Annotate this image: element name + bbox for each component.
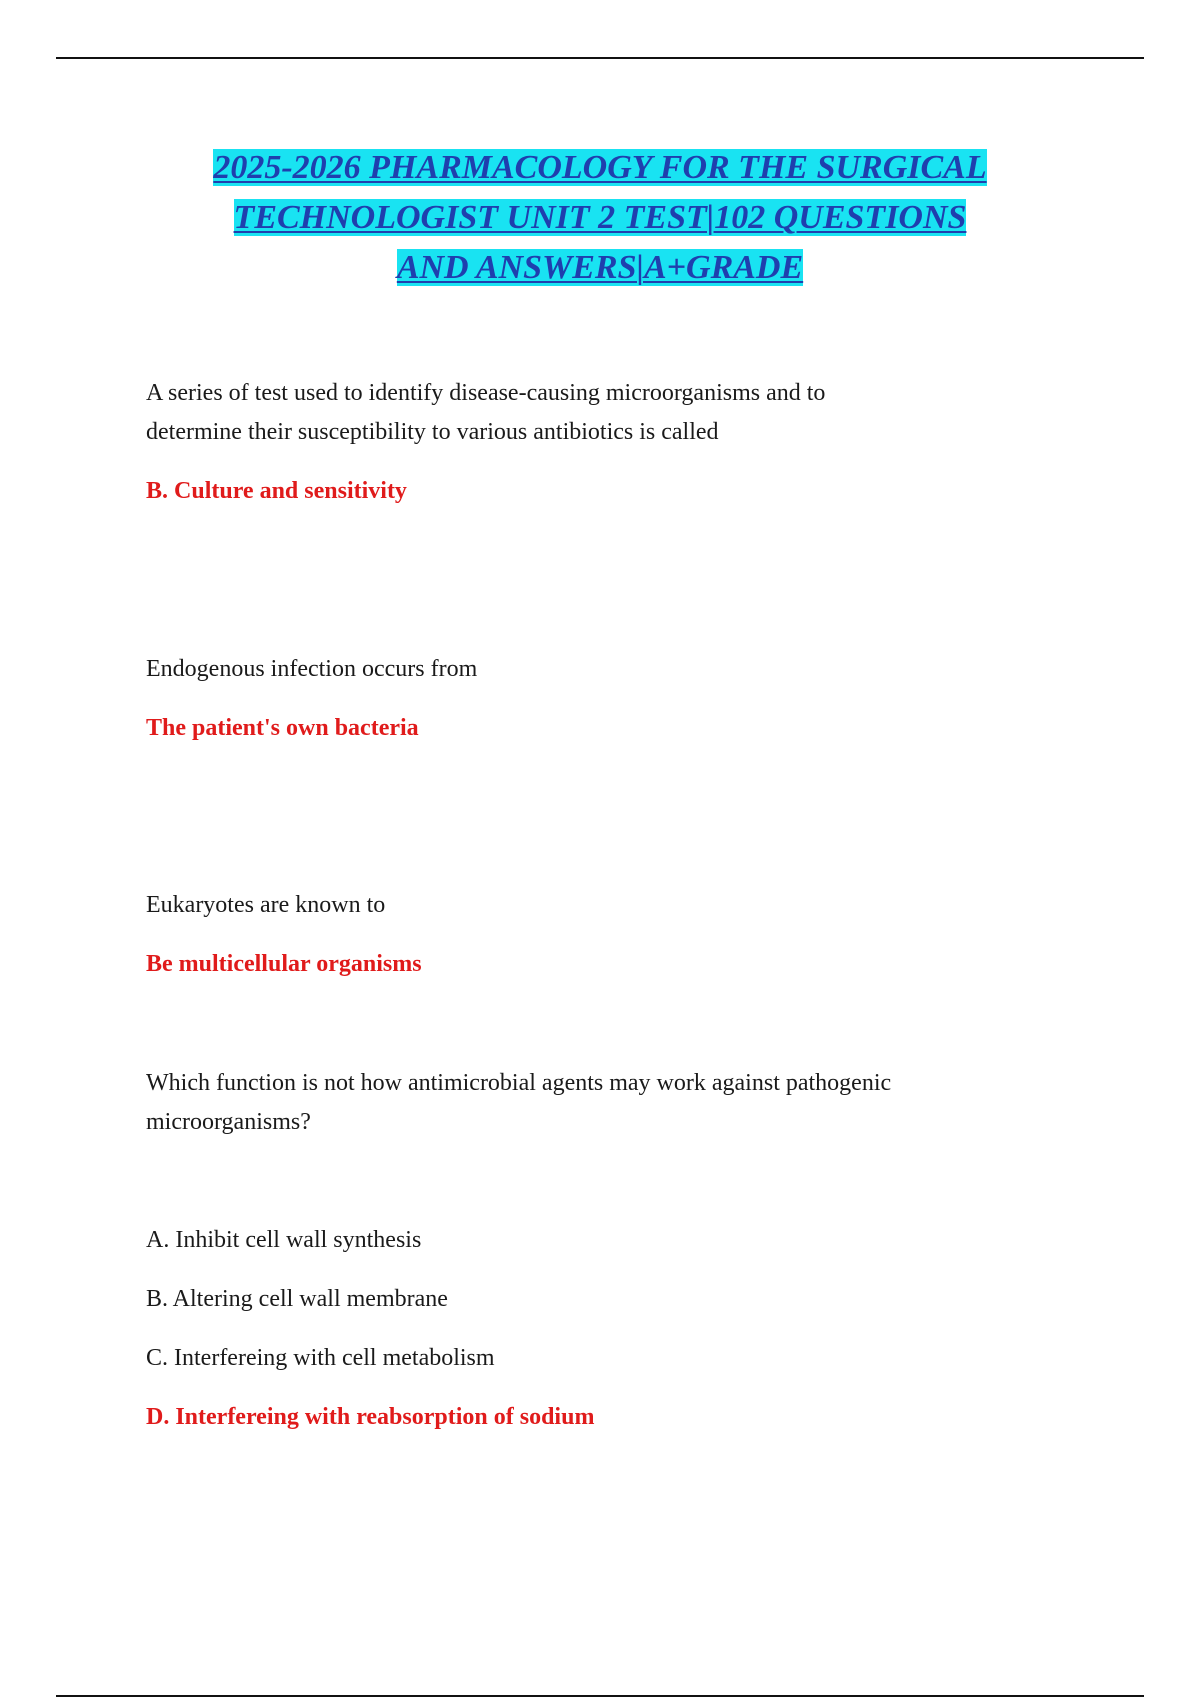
question-4-line-2: microorganisms?: [146, 1109, 311, 1135]
question-1-line-2: determine their susceptibility to various antibiotics is called: [146, 419, 719, 445]
question-2: [146, 650, 1086, 689]
question-4-line-1: Which function is not how antimicrobial agents may work against pathogenic: [146, 1070, 892, 1096]
option-a: A. Inhibit cell wall synthesis: [146, 1227, 422, 1253]
question-3: [146, 886, 1086, 925]
question-1-line-1: A series of test used to identify disease-causing microorganisms and to: [146, 380, 826, 406]
bottom-rule: [56, 1695, 1144, 1697]
option-b: B. Altering cell wall membrane: [146, 1286, 448, 1312]
answer-3: Be multicellular organisms: [146, 951, 422, 977]
option-c: C. Interfereing with cell metabolism: [146, 1345, 495, 1371]
document-title: [130, 143, 1070, 293]
question-1: [146, 374, 1086, 452]
question-2-line-1: Endogenous infection occurs from: [146, 656, 478, 682]
answer-1: B. Culture and sensitivity: [146, 478, 407, 504]
question-4: [146, 1064, 1086, 1142]
title-line-2: TECHNOLOGIST UNIT 2 TEST|102 QUESTIONS: [233, 199, 967, 236]
question-3-line-1: Eukaryotes are known to: [146, 892, 386, 918]
title-line-3: AND ANSWERS|A+GRADE: [396, 249, 804, 286]
answer-4: D. Interfereing with reabsorption of sodium: [146, 1404, 595, 1430]
answer-2: The patient's own bacteria: [146, 715, 419, 741]
top-rule: [56, 57, 1144, 59]
title-line-1: 2025-2026 PHARMACOLOGY FOR THE SURGICAL: [213, 149, 987, 186]
